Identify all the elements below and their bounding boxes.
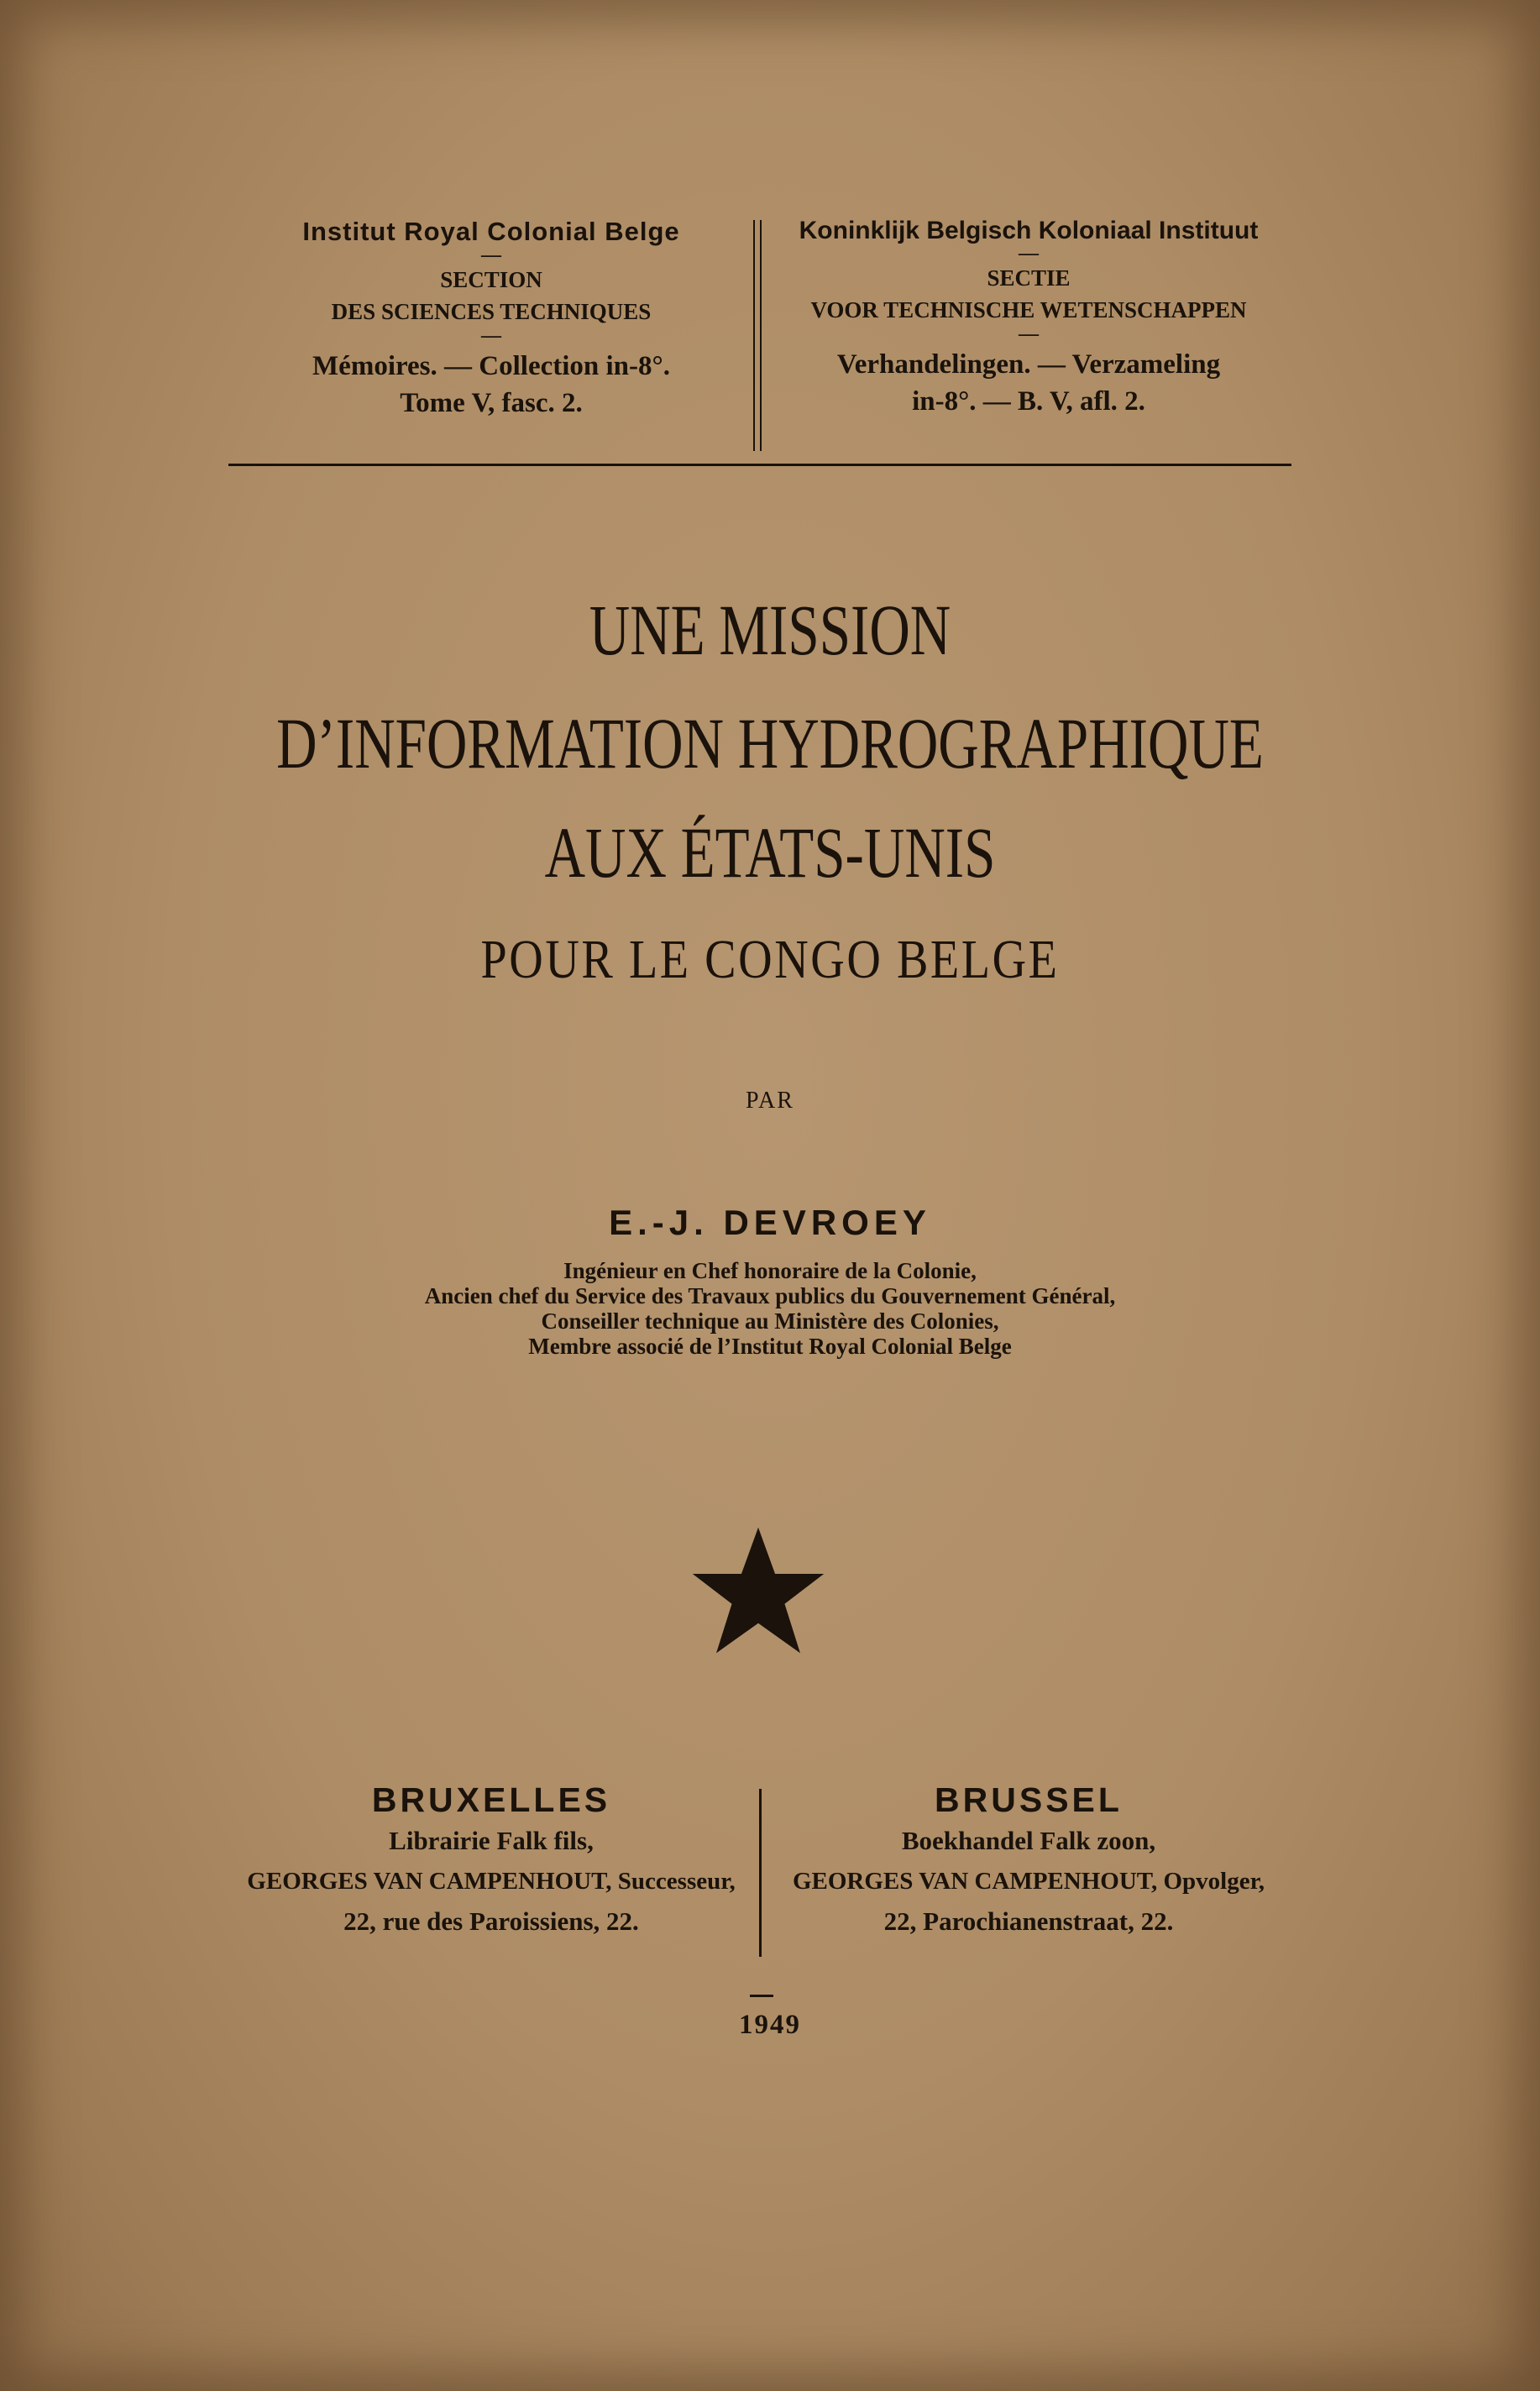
section-name-fr: DES SCIENCES TECHNIQUES xyxy=(331,299,652,324)
title-line-2: D’INFORMATION HYDROGRAPHIQUE xyxy=(276,703,1264,784)
publisher-left xyxy=(227,1779,756,1942)
year-dash xyxy=(750,1995,773,1997)
collection-fr: Mémoires. — Collection in-8°. xyxy=(312,351,670,381)
header-dash: — xyxy=(481,325,501,347)
publisher-right xyxy=(768,1779,1289,1942)
author-qualifications xyxy=(0,1258,1540,1359)
header-divider xyxy=(753,220,762,451)
section-label-fr: SECTION xyxy=(440,267,542,292)
section-name-nl: VOOR TECHNISCHE WETENSCHAPPEN xyxy=(810,297,1247,322)
publisher-divider xyxy=(759,1789,762,1957)
star-icon xyxy=(687,1522,830,1665)
title-line-1: UNE MISSION xyxy=(589,590,951,670)
publisher-line: GEORGES VAN CAMPENHOUT, Successeur, xyxy=(247,1868,736,1895)
city-nl: BRUSSEL xyxy=(935,1780,1123,1819)
volume-nl: in-8°. — B. V, afl. 2. xyxy=(912,386,1145,417)
publication-year: 1949 xyxy=(739,2010,801,2040)
section-label-nl: SECTIE xyxy=(987,265,1071,291)
collection-nl: Verhandelingen. — Verzameling xyxy=(836,349,1221,380)
volume-fr: Tome V, fasc. 2. xyxy=(400,388,583,418)
publisher-line: Boekhandel Falk zoon, xyxy=(901,1826,1156,1855)
qualification-line: Ingénieur en Chef honoraire de la Colonie, xyxy=(563,1258,977,1283)
institute-name-fr: Institut Royal Colonial Belge xyxy=(302,217,680,246)
header-dash: — xyxy=(481,244,501,266)
qualification-line: Membre associé de l’Institut Royal Colonial Belge xyxy=(528,1334,1012,1359)
header-right xyxy=(768,217,1289,420)
title-line-4: POUR LE CONGO BELGE xyxy=(480,929,1060,990)
qualification-line: Conseiller technique au Ministère des Colonies, xyxy=(541,1308,999,1334)
city-fr: BRUXELLES xyxy=(371,1780,611,1819)
header-left xyxy=(227,217,756,422)
publisher-line: Librairie Falk fils, xyxy=(389,1826,594,1855)
publisher-address: 22, Parochianenstraat, 22. xyxy=(883,1906,1174,1936)
author-name: E.-J. DEVROEY xyxy=(609,1203,931,1242)
by-label: PAR xyxy=(746,1088,794,1114)
header-dash: — xyxy=(1019,243,1039,265)
publisher-line: GEORGES VAN CAMPENHOUT, Opvolger, xyxy=(792,1868,1265,1895)
publisher-address: 22, rue des Paroissiens, 22. xyxy=(343,1906,639,1936)
qualification-line: Ancien chef du Service des Travaux publics du Gouvernement Général, xyxy=(424,1283,1116,1308)
title-line-3: AUX ÉTATS-UNIS xyxy=(544,812,996,893)
header-dash: — xyxy=(1019,323,1039,345)
header-rule xyxy=(228,464,1291,466)
institute-name-nl: Koninklijk Belgisch Koloniaal Instituut xyxy=(799,217,1259,244)
